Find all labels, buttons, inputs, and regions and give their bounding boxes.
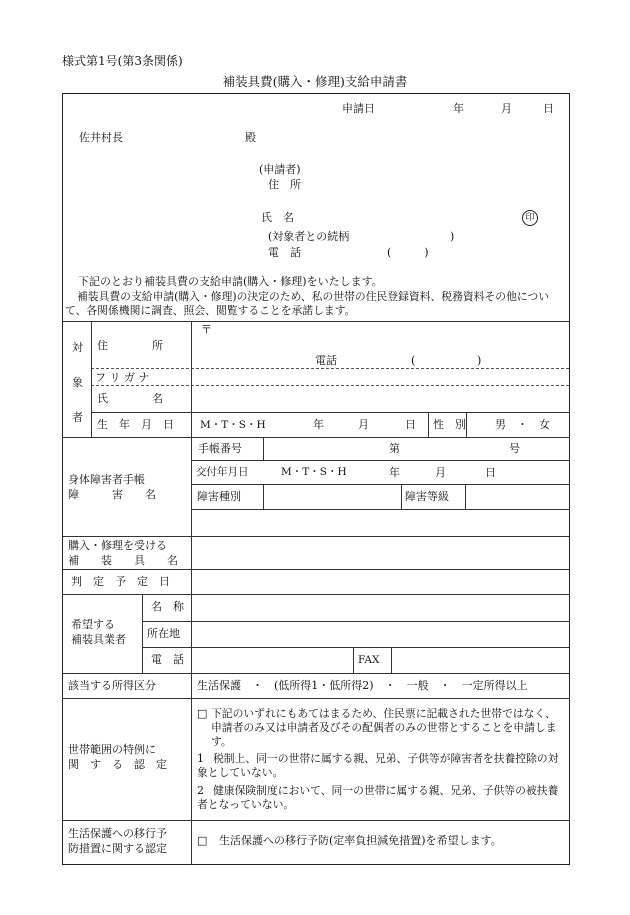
divider [63, 569, 569, 570]
divider [142, 621, 569, 622]
divider [63, 437, 569, 438]
disability-grade-label: 障害等級 [405, 490, 449, 503]
vendor-phone-label: 電 話 [151, 653, 184, 666]
household-item-1-number: 1 [197, 752, 204, 765]
divider [63, 594, 569, 595]
relation-close: ) [450, 230, 455, 243]
divider [63, 673, 569, 674]
divider [191, 509, 569, 510]
sex-label: 性 別 [433, 418, 466, 431]
disability-label-1: 身体障害者手帳 [68, 473, 145, 486]
divider [428, 412, 429, 437]
application-date-month: 月 [501, 102, 512, 115]
welfare-label-2: 防措置に関する認定 [68, 842, 167, 855]
income-label: 該当する所得区分 [68, 679, 156, 692]
vendor-name-label: 名 称 [151, 600, 184, 613]
income-options: 生活保護 ・ (低所得1・低所得2) ・ 一般 ・ 一定所得以上 [197, 679, 528, 692]
subject-group-label-3: 者 [72, 411, 83, 424]
applicant-phone-parens: ( ) [387, 246, 429, 259]
subject-phone-close: ) [477, 354, 482, 367]
birthdate-label: 生 年 月 日 [97, 418, 174, 431]
divider [263, 437, 264, 460]
divider [63, 698, 569, 699]
scheduled-date-label: 判 定 予 定 日 [71, 575, 170, 588]
household-item-1: 税制上、同一の世帯に属する親、兄弟、子供等が障害者を扶養控除の対象としていない。 [197, 752, 559, 779]
device-label-1: 購入・修理を受ける [68, 539, 167, 552]
application-date-label: 申請日 [342, 102, 375, 115]
divider-dashed [91, 385, 569, 386]
relation-label: (対象者との続柄 [268, 230, 350, 243]
divider [63, 321, 569, 322]
issue-date-era-options: M・T・S・H [281, 466, 347, 478]
issue-date-day: 日 [485, 466, 496, 479]
device-label-2: 補 装 具 名 [68, 554, 178, 567]
divider [466, 412, 467, 437]
household-checkbox[interactable]: □ [197, 707, 208, 720]
welfare-label-1: 生活保護への移行予 [68, 827, 167, 840]
divider [91, 412, 569, 413]
birthdate-era-options: M・T・S・H [200, 419, 266, 431]
application-form [62, 93, 570, 865]
issue-date-label: 交付年月日 [196, 466, 249, 478]
addressee: 佐井村長 [79, 131, 123, 144]
vendor-label-1: 希望する [71, 618, 115, 631]
statement-request: 下記のとおり補装具費の支給申請(購入・修理)をいたします。 [78, 275, 383, 288]
subject-address-label: 住 所 [97, 339, 163, 352]
disability-label-2: 障 害 名 [68, 488, 156, 501]
applicant-phone-label: 電 話 [268, 246, 301, 259]
divider [191, 321, 192, 865]
divider [465, 484, 466, 509]
divider [191, 484, 569, 485]
household-item-2-number: 2 [197, 784, 204, 797]
divider [263, 484, 264, 509]
household-item-0: 下記のいずれにもあてはまるため、住民票に記載された世帯ではなく、申請者のみ又は申請者及びその配偶者のみの世帯とすることを申請します。 [211, 707, 557, 748]
subject-group-label-2: 象 [72, 376, 83, 389]
applicant-label: (申請者) [259, 163, 301, 176]
applicant-name-label: 氏 名 [261, 211, 294, 224]
subject-name-label: 氏 名 [97, 392, 163, 405]
divider [401, 484, 402, 509]
vendor-fax-label: FAX [358, 654, 380, 666]
divider [142, 647, 569, 648]
form-number: 様式第1号(第3条関係) [62, 54, 183, 68]
divider [191, 460, 569, 461]
vendor-label-2: 補装具業者 [71, 633, 126, 646]
issue-date-year: 年 [389, 466, 400, 479]
book-number-suffix: 号 [509, 442, 520, 455]
divider [142, 594, 143, 673]
honorific: 殿 [245, 131, 256, 144]
divider [63, 536, 569, 537]
applicant-address-label: 住 所 [268, 178, 301, 191]
birthdate-month: 月 [358, 418, 369, 431]
birthdate-year: 年 [313, 418, 324, 431]
statement-consent: 補装具費の支給申請(購入・修理)の決定のため、私の世帯の住民登録資料、税務資料その他について、各関係機関に調査、照会、閲覧することを承諾します。 [65, 290, 550, 317]
disability-type-label: 障害種別 [197, 490, 241, 503]
welfare-text: 生活保護への移行予防(定率負担減免措置)を希望します。 [219, 834, 502, 847]
postal-mark: 〒 [201, 323, 212, 336]
divider [353, 647, 354, 673]
application-date-day: 日 [543, 102, 554, 115]
subject-phone-open: ( [411, 354, 416, 367]
divider-dashed [91, 368, 569, 369]
divider [391, 647, 392, 673]
furigana-label: フ リ ガ ナ [95, 371, 150, 384]
subject-phone-label: 電話 [315, 354, 337, 367]
birthdate-day: 日 [405, 418, 416, 431]
household-label-2: 関 す る 認 定 [68, 758, 167, 771]
application-date-year: 年 [453, 102, 464, 115]
issue-date-month: 月 [435, 466, 446, 479]
household-item-2: 健康保険制度において、同一の世帯に属する親、兄弟、子供等の被扶養者となっていない。 [197, 784, 559, 811]
subject-group-label-1: 対 [72, 341, 83, 354]
household-label-1: 世帯範囲の特例に [68, 743, 156, 756]
seal-mark: 印 [522, 210, 538, 226]
divider [63, 820, 569, 821]
form-title: 補装具費(購入・修理)支給申請書 [222, 74, 408, 89]
book-number-prefix: 第 [389, 442, 400, 455]
sex-options: 男 ・ 女 [495, 418, 550, 431]
vendor-location-label: 所在地 [147, 627, 180, 640]
welfare-checkbox[interactable]: □ [197, 834, 208, 847]
divider [91, 321, 92, 437]
book-number-label: 手帳番号 [198, 442, 242, 455]
